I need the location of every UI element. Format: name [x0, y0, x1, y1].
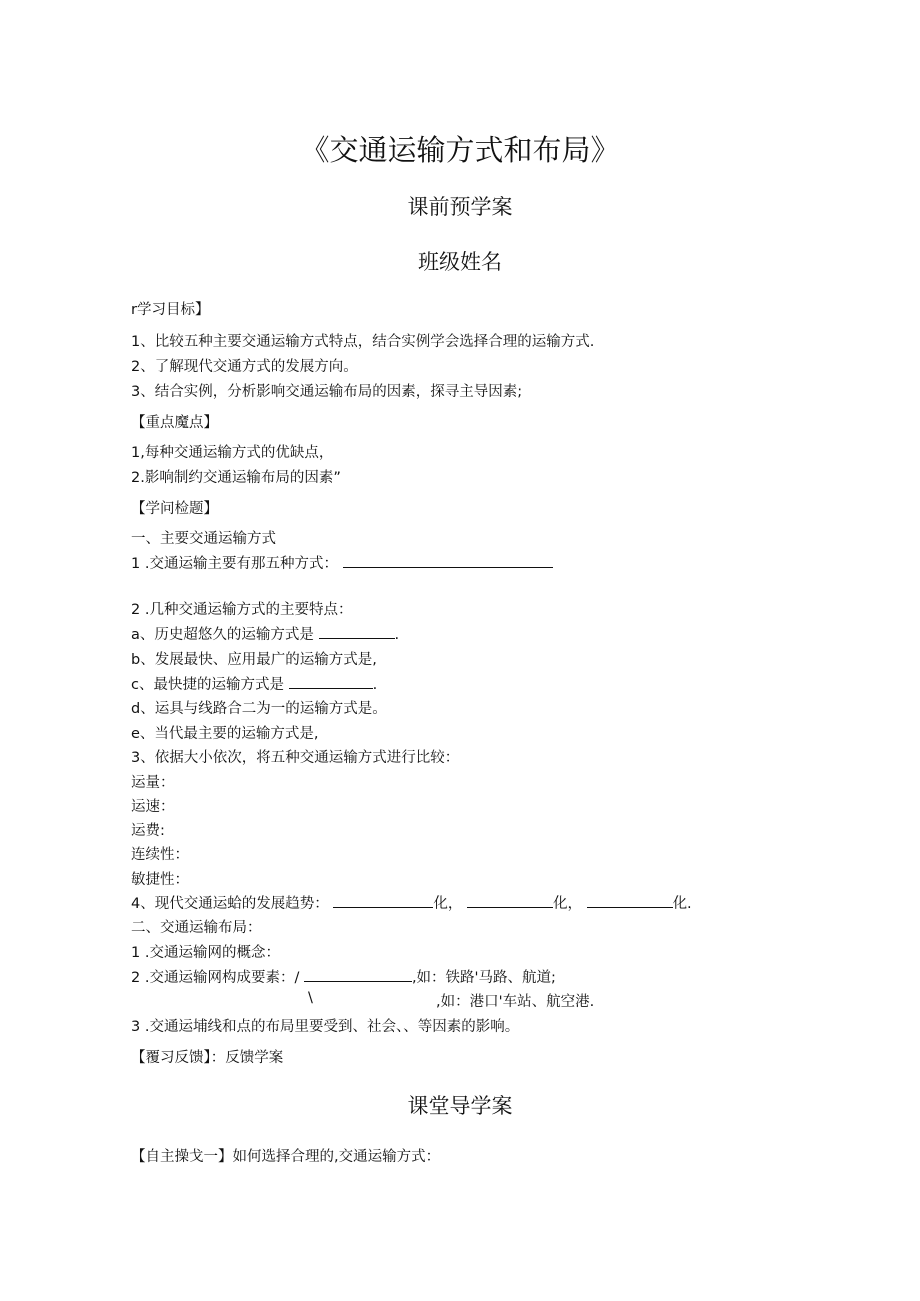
key-point-item: 2.影响制约交通运输布局的因素”: [131, 470, 341, 486]
question-3: 3、依据大小依次，将五种交通运输方式进行比较：: [131, 750, 460, 766]
objective-item: 2、了解现代交通方式的发展方向。: [131, 359, 358, 375]
question-4: [131, 892, 692, 913]
preclass-heading: 课前预学案: [407, 195, 513, 219]
objective-item: 3、结合实例，分析影响交通运输布局的因素，探寻主导因素;: [131, 384, 523, 400]
question-2e: e、当代最主要的运输方式是,: [131, 726, 319, 742]
key-point-item: 1,每种交通运输方式的优缺点，: [131, 445, 334, 461]
compare-item-continuity: 连续性：: [131, 847, 189, 863]
question-4-sep: 化，: [433, 896, 463, 912]
page-title: 《交通运输方式和布局》: [300, 133, 620, 167]
answer-blank[interactable]: [587, 894, 673, 908]
section-2-question-1: 1 .交通运输网的概念：: [131, 945, 280, 961]
question-2c: [131, 673, 377, 694]
section-2-question-2: [131, 966, 556, 987]
knowledge-check-header: 【学问检题】: [131, 501, 218, 517]
key-points-header: 【重点魔点】: [131, 415, 218, 431]
question-2: 2 .几种交通运输方式的主要特点：: [131, 602, 353, 618]
section-2-question-2-examples: ,如：铁路'马路、航道;: [411, 970, 556, 986]
answer-blank[interactable]: [304, 968, 412, 982]
section-2-question-2-text: 2 .交通运输网构成要素：/: [131, 970, 300, 986]
answer-blank[interactable]: [333, 894, 433, 908]
objectives-header: r学习目标】: [131, 302, 210, 318]
answer-blank[interactable]: [467, 894, 553, 908]
compare-item-flexibility: 敏捷性：: [131, 872, 189, 888]
section-1-heading: 一、主要交通运输方式: [131, 531, 276, 547]
question-2a: [131, 623, 399, 644]
class-name-heading: 班级姓名: [418, 250, 502, 274]
question-2b: b、发展最快、应用最广的运输方式是,: [131, 652, 377, 668]
question-1-text: 1 .交通运输主要有那五种方式：: [131, 556, 338, 572]
question-4-end: 化.: [672, 896, 692, 912]
compare-item-speed: 运速：: [131, 799, 175, 815]
answer-blank[interactable]: [289, 675, 373, 689]
compare-item-volume: 运量：: [131, 775, 175, 791]
question-4-text: 4、现代交通运蛤的发展趋势：: [131, 896, 329, 912]
question-1: [131, 552, 553, 573]
section-2-slash: \: [308, 990, 313, 1006]
question-2a-end: .: [394, 627, 400, 643]
question-2c-end: .: [372, 677, 378, 693]
question-2a-text: a、历史超悠久的运输方式是: [131, 627, 314, 643]
review-line: 【覆习反馈】：反馈学案: [131, 1050, 284, 1066]
section-2-question-2-examples-2: ,如：港口'车站、航空港.: [436, 994, 595, 1010]
objective-item: 1、比较五种主要交通运输方式特点，结合实例学会选择合理的运输方式.: [131, 334, 595, 350]
question-2d: d、运具与线路合二为一的运输方式是。: [131, 701, 387, 717]
answer-blank[interactable]: [319, 625, 395, 639]
question-4-sep: 化，: [552, 896, 582, 912]
section-2-question-3: 3 .交通运埔线和点的布局里要受到、社会、、等因素的影响。: [131, 1019, 520, 1035]
section-2-heading: 二、交通运输布局：: [131, 920, 262, 936]
question-2c-text: c、最快捷的运输方式是: [131, 677, 284, 693]
answer-blank[interactable]: [343, 554, 553, 568]
inclass-heading: 课堂导学案: [407, 1094, 513, 1118]
inquiry-line: 【自主操戈一】如何选择合理的,交通运输方式：: [131, 1149, 441, 1165]
compare-item-cost: 运费:: [131, 823, 165, 839]
